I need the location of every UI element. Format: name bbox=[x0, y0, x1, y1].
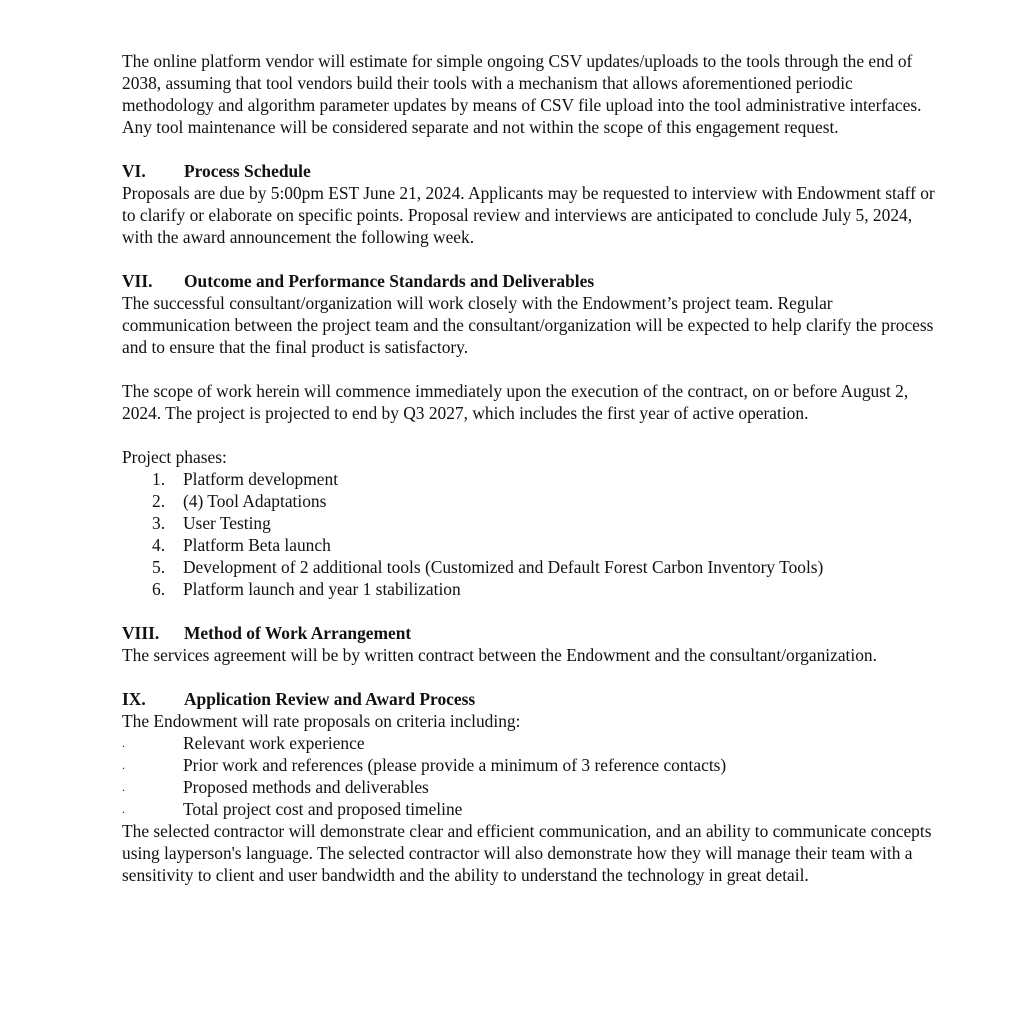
spacer bbox=[122, 666, 942, 688]
list-item bbox=[122, 578, 942, 600]
spacer bbox=[122, 424, 942, 446]
process-schedule-paragraph: Proposals are due by 5:00pm EST June 21, 2024. Applicants may be requested to interview with Endowment staff or to clarify or elaborate on specific points. Proposal review and interviews are anticipated to conclude July 5, 2024, with the award announcement the following week. bbox=[122, 183, 935, 247]
closing-paragraph: The selected contractor will demonstrate clear and efficient communication, and an ability to communicate concepts using layperson's language. The selected contractor will also demonstrate how they will manage their team with a sensitivity to client and user bandwidth and the ability to understand the technology in great detail. bbox=[122, 821, 932, 885]
list-item bbox=[122, 556, 942, 578]
section-heading-outcome-standards bbox=[122, 270, 942, 292]
criteria-list bbox=[122, 732, 942, 820]
list-number: 5. bbox=[152, 557, 166, 577]
list-text: Proposed methods and deliverables bbox=[183, 777, 429, 797]
list-text: Total project cost and proposed timeline bbox=[183, 799, 463, 819]
phases-list bbox=[122, 468, 942, 600]
section-number: VII. bbox=[122, 271, 153, 291]
list-text: Platform development bbox=[183, 469, 339, 489]
list-text: Prior work and references (please provide a minimum of 3 reference contacts) bbox=[183, 755, 727, 775]
intro-paragraph: The online platform vendor will estimate for simple ongoing CSV updates/uploads to the tools through the end of 2038, assuming that tool vendors build their tools with a mechanism that allows aforementioned periodic methodology and algorithm parameter updates by means of CSV file upload into the tool administrative interfaces. Any tool maintenance will be considered separate and not within the scope of this engagement request. bbox=[122, 51, 922, 137]
bullet-dot: . bbox=[122, 736, 125, 750]
criteria-intro: The Endowment will rate proposals on criteria including: bbox=[122, 711, 521, 731]
spacer bbox=[122, 358, 942, 380]
list-item bbox=[122, 490, 942, 512]
list-item bbox=[122, 512, 942, 534]
bullet-dot: . bbox=[122, 802, 125, 816]
list-item bbox=[122, 798, 942, 820]
section-title: Outcome and Performance Standards and Deliverables bbox=[184, 271, 595, 291]
list-text: Development of 2 additional tools (Customized and Default Forest Carbon Inventory Tools) bbox=[183, 557, 824, 577]
spacer bbox=[122, 600, 942, 622]
phases-label: Project phases: bbox=[122, 447, 227, 467]
section-number: IX. bbox=[122, 689, 146, 709]
list-text: Platform Beta launch bbox=[183, 535, 331, 555]
list-number: 4. bbox=[152, 535, 166, 555]
section-number: VI. bbox=[122, 161, 146, 181]
section-heading-work-arrangement bbox=[122, 622, 942, 644]
list-text: Platform launch and year 1 stabilization bbox=[183, 579, 461, 599]
list-number: 1. bbox=[152, 469, 166, 489]
section-heading-review-award bbox=[122, 688, 942, 710]
section-title: Application Review and Award Process bbox=[184, 689, 476, 709]
spacer bbox=[122, 248, 942, 270]
document-page bbox=[122, 50, 942, 886]
outcome-paragraph-1: The successful consultant/organization will work closely with the Endowment’s project team. Regular communication between the project team and the consultant/organization will be expected to help clarify the process and to ensure that the final product is satisfactory. bbox=[122, 293, 934, 357]
spacer bbox=[122, 138, 942, 160]
list-item bbox=[122, 754, 942, 776]
section-number: VIII. bbox=[122, 623, 160, 643]
list-item bbox=[122, 732, 942, 754]
list-number: 6. bbox=[152, 579, 166, 599]
list-number: 2. bbox=[152, 491, 166, 511]
list-item bbox=[122, 534, 942, 556]
bullet-dot: . bbox=[122, 758, 125, 772]
list-item bbox=[122, 468, 942, 490]
section-title: Process Schedule bbox=[184, 161, 311, 181]
list-text: User Testing bbox=[183, 513, 271, 533]
outcome-paragraph-2: The scope of work herein will commence immediately upon the execution of the contract, on or before August 2, 2024. The project is projected to end by Q3 2027, which includes the first year of active operation. bbox=[122, 381, 909, 423]
bullet-dot: . bbox=[122, 780, 125, 794]
work-arrangement-paragraph: The services agreement will be by written contract between the Endowment and the consultant/organization. bbox=[122, 645, 877, 665]
list-text: Relevant work experience bbox=[183, 733, 365, 753]
section-title: Method of Work Arrangement bbox=[184, 623, 412, 643]
list-text: (4) Tool Adaptations bbox=[183, 491, 327, 511]
list-item bbox=[122, 776, 942, 798]
list-number: 3. bbox=[152, 513, 166, 533]
section-heading-process-schedule bbox=[122, 160, 942, 182]
